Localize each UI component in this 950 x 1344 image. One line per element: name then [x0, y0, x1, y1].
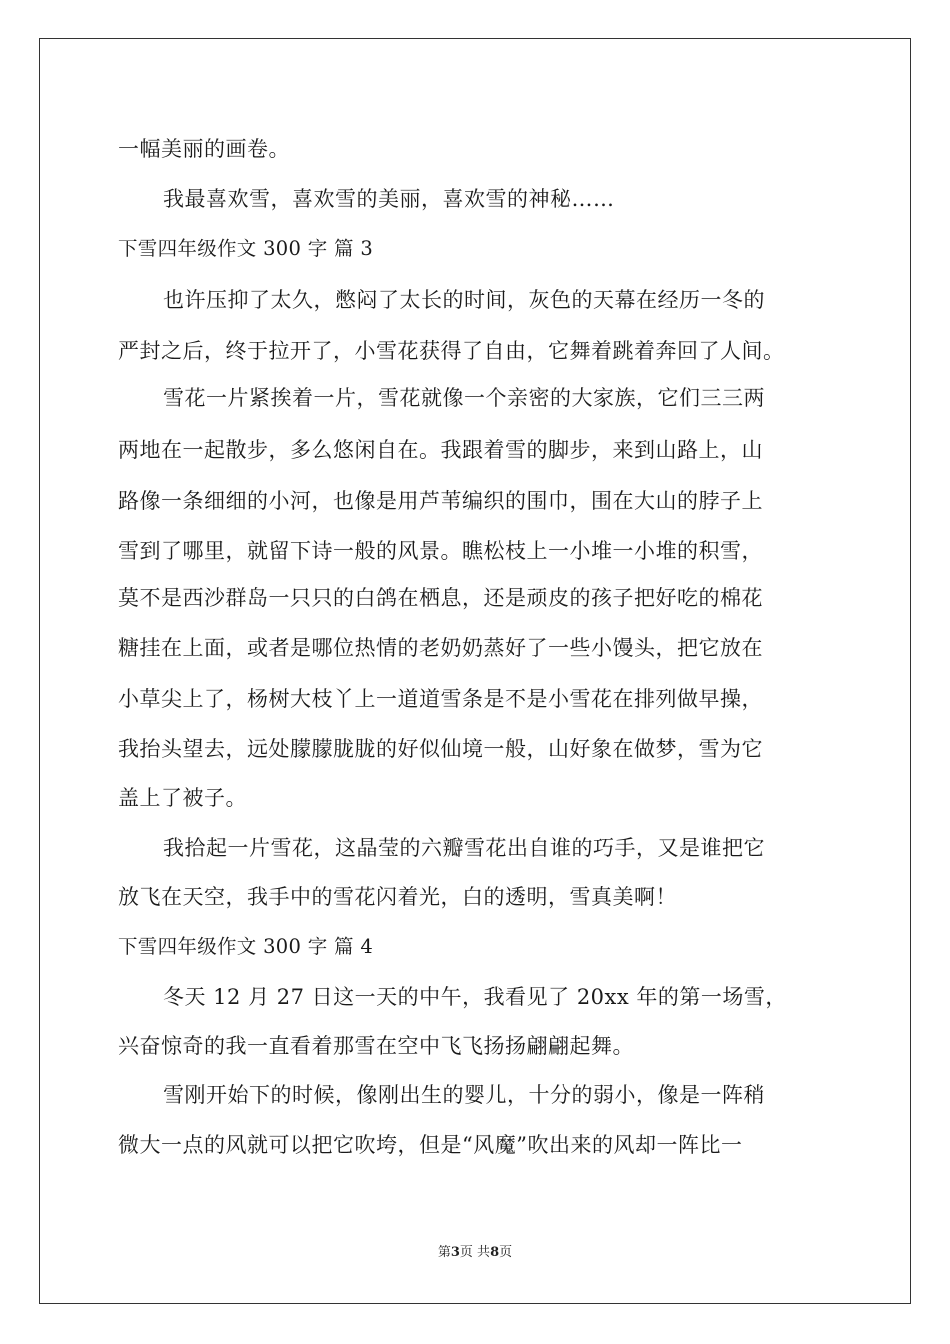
- paragraph-line: 路像一条细细的小河，也像是用芦苇编织的围巾，围在大山的脖子上: [118, 489, 763, 513]
- page-frame: [39, 38, 911, 1304]
- paragraph-line: 也许压抑了太久，憋闷了太长的时间，灰色的天幕在经历一冬的: [163, 288, 765, 312]
- paragraph-line: 莫不是西沙群岛一只只的白鸽在栖息，还是顽皮的孩子把好吃的棉花: [118, 586, 763, 610]
- page-footer: [0, 1245, 950, 1261]
- footer-mid: 页 共: [459, 1245, 491, 1260]
- paragraph-line: 两地在一起散步，多么悠闲自在。我跟着雪的脚步，来到山路上，山: [118, 438, 763, 462]
- paragraph-line: 放飞在天空，我手中的雪花闪着光，白的透明，雪真美啊！: [118, 885, 677, 909]
- paragraph-line: 糖挂在上面，或者是哪位热情的老奶奶蒸好了一些小馒头，把它放在: [118, 636, 763, 660]
- section-heading-4: 下雪四年级作文 300 字 篇 4: [118, 935, 374, 958]
- paragraph-line: 雪花一片紧挨着一片，雪花就像一个亲密的大家族，它们三三两: [163, 386, 765, 410]
- paragraph-line: 微大一点的风就可以把它吹垮，但是“风魔”吹出来的风却一阵比一: [118, 1133, 743, 1157]
- paragraph-line: 我抬头望去，远处朦朦胧胧的好似仙境一般，山好象在做梦，雪为它: [118, 737, 763, 761]
- paragraph-line: 盖上了被子。: [118, 786, 247, 810]
- paragraph-line: 我最喜欢雪，喜欢雪的美丽，喜欢雪的神秘……: [163, 187, 615, 211]
- paragraph-line: 我拾起一片雪花，这晶莹的六瓣雪花出自谁的巧手，又是谁把它: [163, 836, 765, 860]
- paragraph-line: 严封之后，终于拉开了，小雪花获得了自由，它舞着跳着奔回了人间。: [118, 339, 785, 363]
- paragraph-line: 冬天 12 月 27 日这一天的中午，我看见了 20xx 年的第一场雪，: [163, 985, 787, 1009]
- paragraph-line: 一幅美丽的画卷。: [118, 137, 290, 161]
- total-page-number: 8: [490, 1245, 500, 1260]
- paragraph-line: 小草尖上了，杨树大枝丫上一道道雪条是不是小雪花在排列做早操，: [118, 687, 763, 711]
- paragraph-line: 兴奋惊奇的我一直看着那雪在空中飞飞扬扬翩翩起舞。: [118, 1034, 634, 1058]
- footer-suffix: 页: [499, 1245, 513, 1260]
- footer-prefix: 第: [437, 1245, 451, 1260]
- section-heading-3: 下雪四年级作文 300 字 篇 3: [118, 237, 374, 260]
- paragraph-line: 雪到了哪里，就留下诗一般的风景。瞧松枝上一小堆一小堆的积雪，: [118, 539, 763, 563]
- current-page-number: 3: [450, 1245, 460, 1260]
- paragraph-line: 雪刚开始下的时候，像刚出生的婴儿，十分的弱小，像是一阵稍: [163, 1083, 765, 1107]
